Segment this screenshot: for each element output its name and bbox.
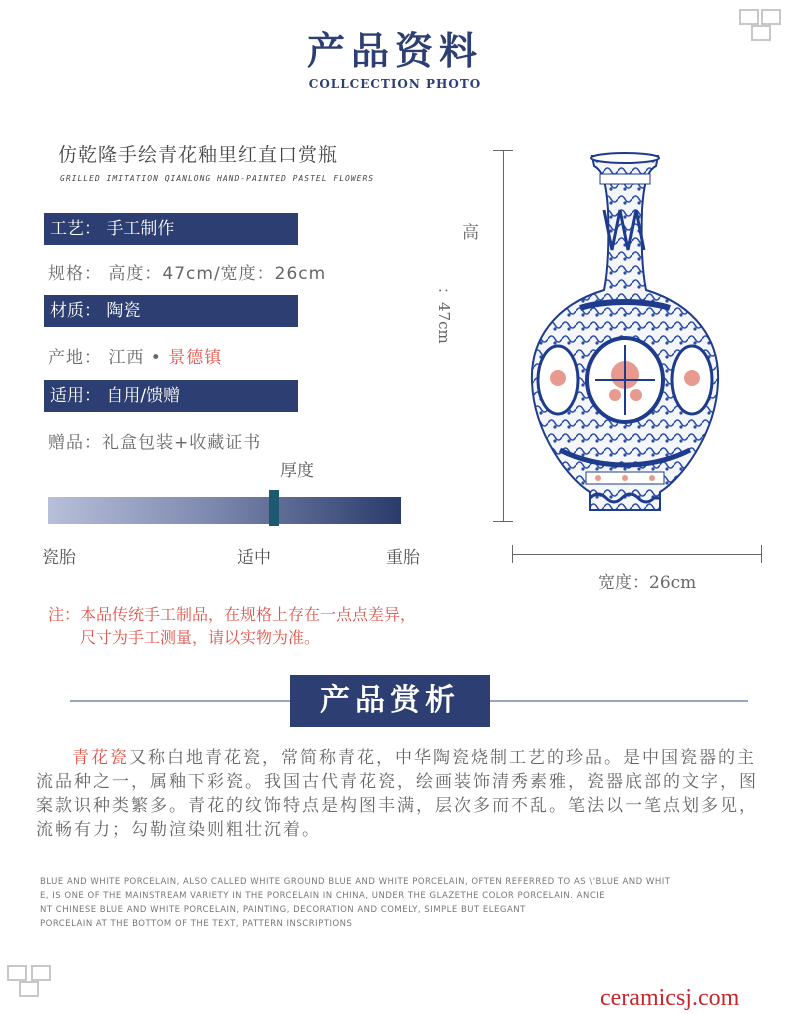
thickness-gradient — [48, 497, 401, 524]
width-dim-right-tick — [761, 545, 762, 563]
width-dim-line — [512, 554, 762, 555]
product-name-en: GRILLED IMITATION QIANLONG HAND-PAINTED PASTEL FLOWERS — [60, 174, 375, 183]
height-value: ：47cm — [435, 287, 453, 344]
thickness-marker — [269, 490, 279, 526]
material-text: 材质： 陶瓷 — [50, 301, 141, 321]
section2-paragraph — [36, 746, 766, 842]
fret-ornament-top-right — [738, 8, 784, 44]
section2-english — [40, 875, 730, 931]
height-dim-bottom-tick — [493, 521, 513, 522]
vase-image — [520, 150, 730, 550]
section2-body: 又称白地青花瓷，常简称青花，中华陶瓷烧制工艺的珍品。是中国瓷器的主流品种之一，属釉下彩瓷。我国古代青花瓷，绘画装饰清秀素雅，瓷器底部的文字，图案款识种类繁多。青花的纹饰特点是构图丰满，层次多而不乱。笔法以一笔点划多见，流畅有力；勾勒渲染则粗壮沉着。 — [36, 748, 758, 840]
thickness-title: 厚度 — [280, 461, 314, 481]
note-line-1: 注：本品传统手工制品，在规格上存在一点点差异， — [48, 605, 417, 624]
size-spec: 规格： 高度：47cm/宽度：26cm — [48, 264, 327, 284]
width-label: 宽度：26cm — [598, 573, 697, 593]
english-line: E, IS ONE OF THE MAINSTREAM VARIETY IN THE PORCELAIN IN CHINA, UNDER THE GLAZETHE COLOR PORCELAIN. ANCIE — [40, 891, 606, 901]
page-title: 产品资料 — [306, 28, 483, 73]
height-dim-line — [503, 150, 504, 522]
gift-spec: 赠品：礼盒包装+收藏证书 — [48, 433, 262, 453]
thickness-label-heavy: 重胎 — [386, 548, 420, 568]
section2-lead: 青花瓷 — [72, 748, 129, 768]
origin-spec — [48, 343, 222, 368]
english-line: NT CHINESE BLUE AND WHITE PORCELAIN, PAINTING, DECORATION AND COMELY, SIMPLE BUT ELEGANT — [40, 905, 526, 915]
product-name: 仿乾隆手绘青花釉里红直口赏瓶 — [58, 144, 339, 166]
fret-ornament-bottom-left — [6, 964, 52, 1000]
craft-text: 工艺： 手工制作 — [50, 219, 175, 239]
origin-label: 产地： 江西 • — [48, 348, 169, 368]
english-line: PORCELAIN AT THE BOTTOM OF THE TEXT, PATTERN INSCRIPTIONS — [40, 919, 353, 929]
page-subtitle: COLLCECTION PHOTO — [308, 77, 482, 91]
thickness-label-medium: 适中 — [237, 548, 271, 568]
english-line: BLUE AND WHITE PORCELAIN, ALSO CALLED WHITE GROUND BLUE AND WHITE PORCELAIN, OFTEN REFERRED TO AS \'BLUE AND WHIT — [40, 877, 671, 887]
section2-title: 产品赏析 — [290, 675, 490, 727]
note-line-2: 尺寸为手工测量，请以实物为准。 — [80, 628, 321, 647]
height-label: 高 — [462, 223, 479, 243]
origin-city: 景德镇 — [168, 348, 223, 368]
usage-text: 适用： 自用/馈赠 — [50, 386, 181, 406]
thickness-label-thin: 瓷胎 — [42, 548, 76, 568]
watermark: ceramicsj.com — [600, 985, 740, 1011]
usage-bar — [44, 380, 298, 412]
material-bar — [44, 295, 298, 327]
craft-bar — [44, 213, 298, 245]
